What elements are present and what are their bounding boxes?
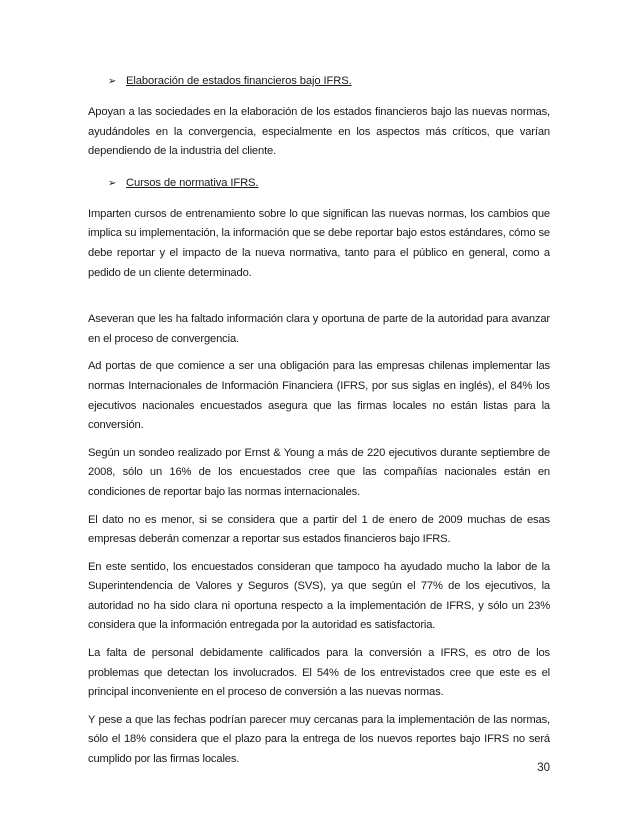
paragraph: Imparten cursos de entrenamiento sobre lo que significan las nuevas normas, los cambios que implica su implementación, la información que se debe reportar bajo estos estándares, cómo se debe reportar y el impacto de la nueva normativa, tanto para el público en general, como a pedido de un cliente determinado. — [88, 207, 550, 279]
bullet-heading: Elaboración de estados financieros bajo IFRS. — [126, 75, 352, 87]
paragraph: Apoyan a las sociedades en la elaboración de los estados financieros bajo las nuevas normas, ayudándoles en la convergencia, especialmente en los aspectos más críticos, que varían dependiendo de la industria del cliente. — [88, 106, 550, 158]
bullet-heading: Cursos de normativa IFRS. — [126, 176, 259, 189]
paragraph: Según un sondeo realizado por Ernst & Young a más de 220 ejecutivos durante septiembre de 2008, sólo un 16% de los encuestados cree que las compañías nacionales están en condiciones de reportar bajo las normas internacionales. — [88, 446, 550, 498]
paragraph: Ad portas de que comience a ser una obligación para las empresas chilenas implementar las normas Internacionales de Información Financiera (IFRS, por sus siglas en inglés), el 84% los ejecutivos nacionales encuestados asegura que las firmas locales no están listas para la conversión. — [88, 360, 550, 432]
bullet-cursos — [108, 174, 550, 193]
paragraph: Aseveran que les ha faltado información clara y oportuna de parte de la autoridad para avanzar en el proceso de convergencia. — [88, 313, 550, 345]
arrow-bullet-icon: ➢ — [108, 76, 117, 87]
page-number: 30 — [537, 762, 550, 774]
arrow-bullet-icon: ➢ — [108, 177, 117, 189]
paragraph: El dato no es menor, si se considera que a partir del 1 de enero de 2009 muchas de esas empresas deberán comenzar a reportar sus estados financieros bajo IFRS. — [88, 513, 550, 546]
paragraph: La falta de personal debidamente calificados para la conversión a IFRS, es otro de los problemas que detectan los involucrados. El 54% de los entrevistados cree que este es el principal inconveniente en el proceso de conversión a las nuevas normas. — [88, 647, 550, 699]
page-content — [88, 72, 550, 770]
bullet-elaboracion — [108, 72, 550, 91]
paragraph: En este sentido, los encuestados consideran que tampoco ha ayudado mucho la labor de la Superintendencia de Valores y Seguros (SVS), ya que según el 77% de los ejecutivos, la autoridad no ha sido clara ni oportuna respecto a la implementación de IFRS, y sólo un 23% considera que la información entregada por la autoridad es satisfactoria. — [88, 560, 550, 632]
paragraph: Y pese a que las fechas podrían parecer muy cercanas para la implementación de las normas, sólo el 18% considera que el plazo para la entrega de los nuevos reportes bajo IFRS no será cumplido por las firmas locales. — [88, 713, 550, 766]
